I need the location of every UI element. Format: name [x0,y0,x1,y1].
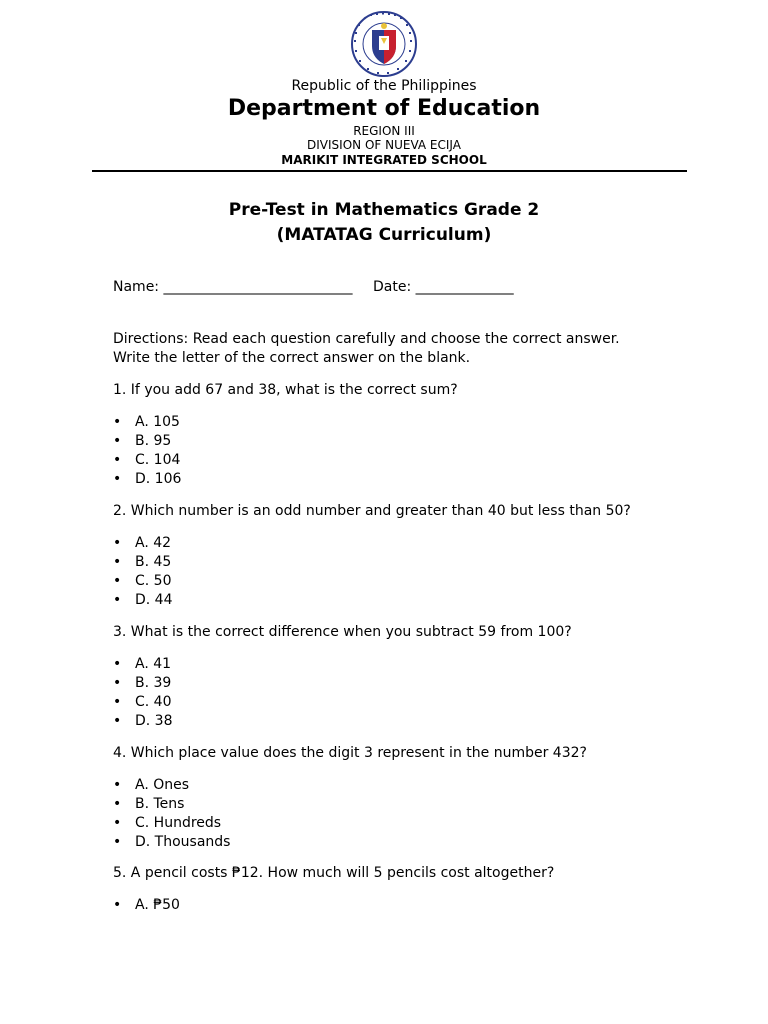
question-5: 5. A pencil costs ₱12. How much will 5 pencils cost altogether? [113,865,555,881]
question-2: 2. Which number is an odd number and greater than 40 but less than 50? [113,503,631,519]
date-field: Date: ______________ [373,279,514,295]
option-label: A. 105 [135,414,180,430]
question-4-option-a [113,777,189,793]
name-field: Name: ___________________________ [113,279,353,295]
question-2-option-b [113,554,171,570]
question-1-option-a [113,414,180,430]
question-3-option-a [113,656,171,672]
directions-line-2: Write the letter of the correct answer on the blank. [113,350,471,366]
bullet-icon: • [113,471,122,487]
question-4-option-c [113,815,221,831]
option-label: A. Ones [135,777,190,793]
department-heading: Department of Education [227,96,541,121]
bullet-icon: • [113,656,122,672]
bullet-icon: • [113,815,122,831]
bullet-icon: • [113,796,122,812]
question-3-option-d [113,713,173,729]
option-label: D. 38 [135,713,173,729]
bullet-icon: • [113,535,122,551]
option-label: A. ₱50 [135,897,180,913]
option-label: B. 39 [135,675,172,691]
bullet-icon: • [113,592,122,608]
option-label: A. 42 [135,535,172,551]
option-label: C. 40 [135,694,172,710]
directions-line-1: Directions: Read each question carefully and choose the correct answer. [113,331,620,347]
question-4-option-b [113,796,184,812]
option-label: D. 44 [135,592,173,608]
bullet-icon: • [113,777,122,793]
bullet-icon: • [113,694,122,710]
question-1-option-c [113,452,180,468]
bullet-icon: • [113,414,122,430]
bullet-icon: • [113,554,122,570]
question-1: 1. If you add 67 and 38, what is the correct sum? [113,382,458,398]
school-name: MARIKIT INTEGRATED SCHOOL [281,153,487,167]
question-5-option-a [113,897,180,913]
bullet-icon: • [113,675,122,691]
republic-heading: Republic of the Philippines [291,78,477,94]
bullet-icon: • [113,452,122,468]
deped-seal-logo [350,10,418,78]
bullet-icon: • [113,834,122,850]
question-1-option-b [113,433,171,449]
question-2-option-a [113,535,171,551]
option-label: C. 50 [135,573,172,589]
question-2-option-c [113,573,172,589]
bullet-icon: • [113,433,122,449]
question-1-option-d [113,471,181,487]
option-label: D. 106 [135,471,182,487]
option-label: D. Thousands [135,834,231,850]
option-label: B. 45 [135,554,172,570]
option-label: C. Hundreds [135,815,222,831]
option-label: A. 41 [135,656,172,672]
question-4-option-d [113,834,230,850]
question-3: 3. What is the correct difference when you subtract 59 from 100? [113,624,572,640]
option-label: B. 95 [135,433,172,449]
bullet-icon: • [113,713,122,729]
bullet-icon: • [113,573,122,589]
question-2-option-d [113,592,173,608]
test-subtitle: (MATATAG Curriculum) [276,225,492,245]
division-label: DIVISION OF NUEVA ECIJA [307,138,461,152]
header-divider [92,170,687,172]
region-label: REGION III [353,124,415,138]
bullet-icon: • [113,897,122,913]
option-label: B. Tens [135,796,185,812]
question-3-option-b [113,675,171,691]
question-4: 4. Which place value does the digit 3 represent in the number 432? [113,745,587,761]
question-3-option-c [113,694,172,710]
option-label: C. 104 [135,452,181,468]
test-title: Pre-Test in Mathematics Grade 2 [228,200,540,220]
